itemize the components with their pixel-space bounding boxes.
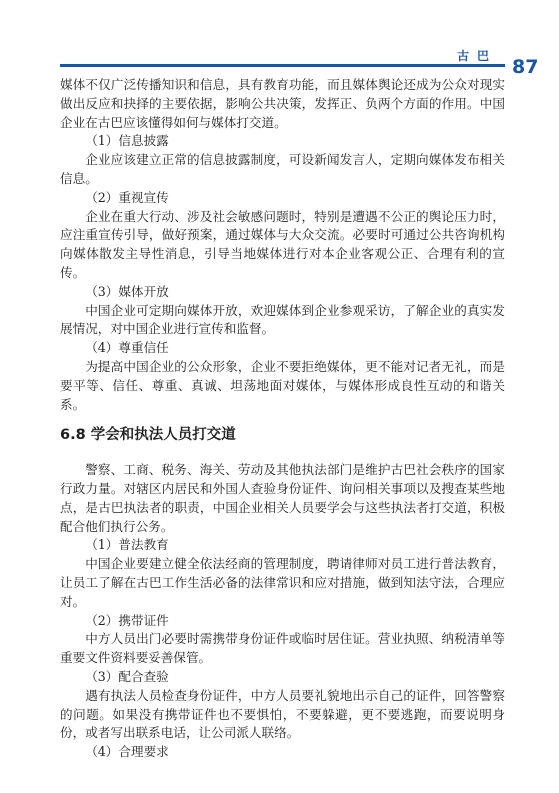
section-heading: 6.8 学会和执法人员打交道 xyxy=(60,427,236,444)
paragraph: 中国企业要建立健全依法经商的管理制度，聘请律师对员工进行普法教育，让员工了解在古巴工作生活必备的法律常识和应对措施，做到知法守法，合理应对。 xyxy=(60,556,505,609)
paragraph: 为提高中国企业的公众形象，企业不要拒绝媒体，更不能对记者无礼，而是要平等、信任、尊重、真诚、坦荡地面对媒体，与媒体形成良性互动的和谐关系。 xyxy=(60,358,505,412)
subsection-label: （2）重视宣传 xyxy=(85,189,169,205)
paragraph: 遇有执法人员检查身份证件，中方人员要礼貌地出示自己的证件，回答警察的问题。如果没有携带证件也不要惧怕，不要躲避，更不要逃跑，而要说明身份，或者写出联系电话，让公司派人联络。 xyxy=(60,687,505,741)
subsection-label: （3）配合查验 xyxy=(85,668,169,684)
page-body xyxy=(60,76,505,762)
paragraph: 企业应该建立正常的信息披露制度，可设新闻发言人，定期向媒体发布相关信息。 xyxy=(60,152,505,186)
subsection-label: （1）普法教育 xyxy=(85,537,169,553)
paragraph: 中国企业可定期向媒体开放，欢迎媒体到企业参观采访，了解企业的真实发展情况，对中国企业进行宣传和监督。 xyxy=(60,302,505,337)
paragraph: 警察、工商、税务、海关、劳动及其他执法部门是维护古巴社会秩序的国家行政力量。对辖区内居民和外国人查验身份证件、询问相关事项以及搜查某些地点，是古巴执法者的职责，中国企业相关人员要学会与这些执法者打交道，积极配合他们执行公务。 xyxy=(60,462,505,534)
page-number: 87 xyxy=(512,56,539,78)
subsection-label: （4）尊重信任 xyxy=(85,340,169,356)
paragraph: 中方人员出门必要时需携带身份证件或临时居住证。营业执照、纳税清单等重要文件资料要妥善保管。 xyxy=(60,631,505,666)
subsection-label: （3）媒体开放 xyxy=(85,283,169,299)
subsection-label: （1）信息披露 xyxy=(85,133,169,149)
header-rule xyxy=(60,64,505,67)
paragraph: 媒体不仅广泛传播知识和信息，具有教育功能，而且媒体舆论还成为公众对现实做出反应和抉择的主要依据，影响公共决策，发挥正、负两个方面的作用。中国企业在古巴应该懂得如何与媒体打交道。 xyxy=(60,77,505,130)
subsection-label: （2）携带证件 xyxy=(85,612,169,628)
subsection-label: （4）合理要求 xyxy=(85,744,169,760)
header-country-label: 古巴 xyxy=(456,49,497,63)
paragraph: 企业在重大行动、涉及社会敏感问题时，特别是遭遇不公正的舆论压力时，应注重宣传引导，做好预案，通过媒体与大众交流。必要时可通过公共咨询机构向媒体散发主导性消息，引导当地媒体进行对本企业客观公正、合理有利的宣传。 xyxy=(60,208,505,280)
